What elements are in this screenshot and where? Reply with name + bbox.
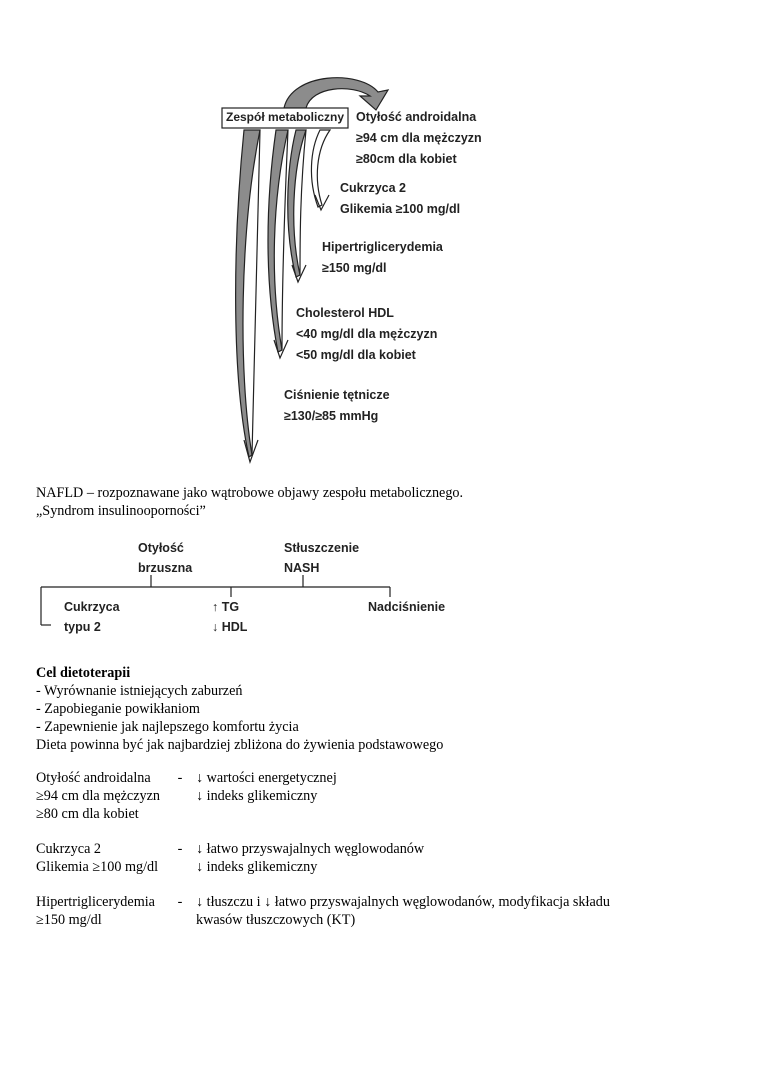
top-curve-arrow bbox=[284, 78, 388, 110]
syndrome-name-line: „Syndrom insulinooporności” bbox=[36, 503, 206, 519]
item-line: Otyłość androidalna bbox=[356, 110, 477, 124]
flow-line: Otyłość bbox=[138, 541, 184, 555]
recommendation-line: ↓ wartości energetycznej bbox=[196, 770, 337, 786]
item-line: Cukrzyca 2 bbox=[340, 181, 407, 195]
flow-diabetes bbox=[64, 597, 120, 637]
recommendation-line: ↓ indeks glikemiczny bbox=[196, 859, 318, 875]
table-row bbox=[36, 893, 646, 929]
recommendation-line: kwasów tłuszczowych (KT) bbox=[196, 912, 356, 928]
dash-cell: - bbox=[177, 841, 183, 857]
arrow-diabetes bbox=[311, 130, 330, 207]
arrow-triglycerides bbox=[288, 130, 306, 277]
condition-line: ≥80 cm dla kobiet bbox=[36, 806, 139, 822]
syndrome-label: Zespół metaboliczny bbox=[226, 110, 345, 124]
item-line: Glikemia ≥100 mg/dl bbox=[340, 202, 461, 216]
condition-line: Otyłość androidalna bbox=[36, 770, 151, 786]
condition-line: Glikemia ≥100 mg/dl bbox=[36, 859, 159, 875]
table-row bbox=[36, 769, 646, 823]
item-line: <40 mg/dl dla mężczyzn bbox=[296, 327, 438, 341]
flow-abdominal-obesity bbox=[138, 538, 192, 578]
condition-line: ≥150 mg/dl bbox=[36, 912, 102, 928]
nafld-line: NAFLD – rozpoznawane jako wątrobowe objawy zespołu metabolicznego. bbox=[36, 485, 464, 501]
recommendation-cell bbox=[196, 840, 646, 876]
recommendation-line: ↓ tłuszczu i ↓ łatwo przyswajalnych węglowodanów, modyfikacja składu bbox=[196, 894, 610, 910]
flow-line: brzuszna bbox=[138, 561, 193, 575]
item-line: Hipertriglicerydemia bbox=[322, 240, 443, 254]
condition-line: Cukrzyca 2 bbox=[36, 841, 102, 857]
dash-cell: - bbox=[177, 770, 183, 786]
condition-cell bbox=[36, 893, 164, 929]
diet-goal: - Zapewnienie jak najlepszego komfortu życia bbox=[36, 719, 299, 735]
condition-line: ≥94 cm dla mężczyzn bbox=[36, 788, 160, 804]
item-android-obesity bbox=[356, 107, 482, 170]
diet-note: Dieta powinna być jak najbardziej zbliżona do żywienia podstawowego bbox=[36, 737, 444, 753]
metabolic-syndrome-diagram bbox=[200, 70, 500, 470]
item-diabetes bbox=[340, 178, 460, 220]
item-hypertriglyceridemia bbox=[322, 237, 443, 279]
condition-line: Hipertriglicerydemia bbox=[36, 894, 155, 910]
condition-cell bbox=[36, 769, 164, 823]
diet-table bbox=[36, 769, 646, 929]
condition-cell bbox=[36, 840, 164, 876]
dash-cell: - bbox=[177, 894, 183, 910]
flow-line: Cukrzyca bbox=[64, 600, 120, 614]
flow-line: typu 2 bbox=[64, 620, 101, 634]
table-row bbox=[36, 840, 646, 876]
flow-lipids bbox=[212, 597, 247, 637]
flow-hypertension: Nadciśnienie bbox=[368, 600, 446, 614]
flow-line: ↑ TG bbox=[212, 600, 240, 614]
diet-goal: - Zapobieganie powikłaniom bbox=[36, 701, 200, 717]
recommendation-cell bbox=[196, 893, 646, 929]
recommendation-line: ↓ indeks glikemiczny bbox=[196, 788, 318, 804]
item-line: <50 mg/dl dla kobiet bbox=[296, 348, 416, 362]
item-line: ≥94 cm dla mężczyzn bbox=[356, 131, 482, 145]
item-line: Ciśnienie tętnicze bbox=[284, 388, 390, 402]
diet-goal: - Wyrównanie istniejących zaburzeń bbox=[36, 683, 243, 699]
recommendation-line: ↓ łatwo przyswajalnych węglowodanów bbox=[196, 841, 425, 857]
flow-steatosis bbox=[284, 538, 359, 578]
item-hdl bbox=[296, 303, 437, 366]
item-line: ≥80cm dla kobiet bbox=[356, 152, 457, 166]
flow-line: ↓ HDL bbox=[212, 620, 248, 634]
arrow-hdl bbox=[268, 130, 288, 352]
item-line: ≥150 mg/dl bbox=[322, 261, 387, 275]
flow-line: NASH bbox=[284, 561, 320, 575]
diet-heading: Cel dietoterapii bbox=[36, 665, 131, 681]
item-blood-pressure bbox=[284, 385, 390, 427]
flow-line: Stłuszczenie bbox=[284, 541, 360, 555]
item-line: ≥130/≥85 mmHg bbox=[284, 409, 379, 423]
item-line: Cholesterol HDL bbox=[296, 306, 394, 320]
recommendation-cell bbox=[196, 769, 646, 823]
